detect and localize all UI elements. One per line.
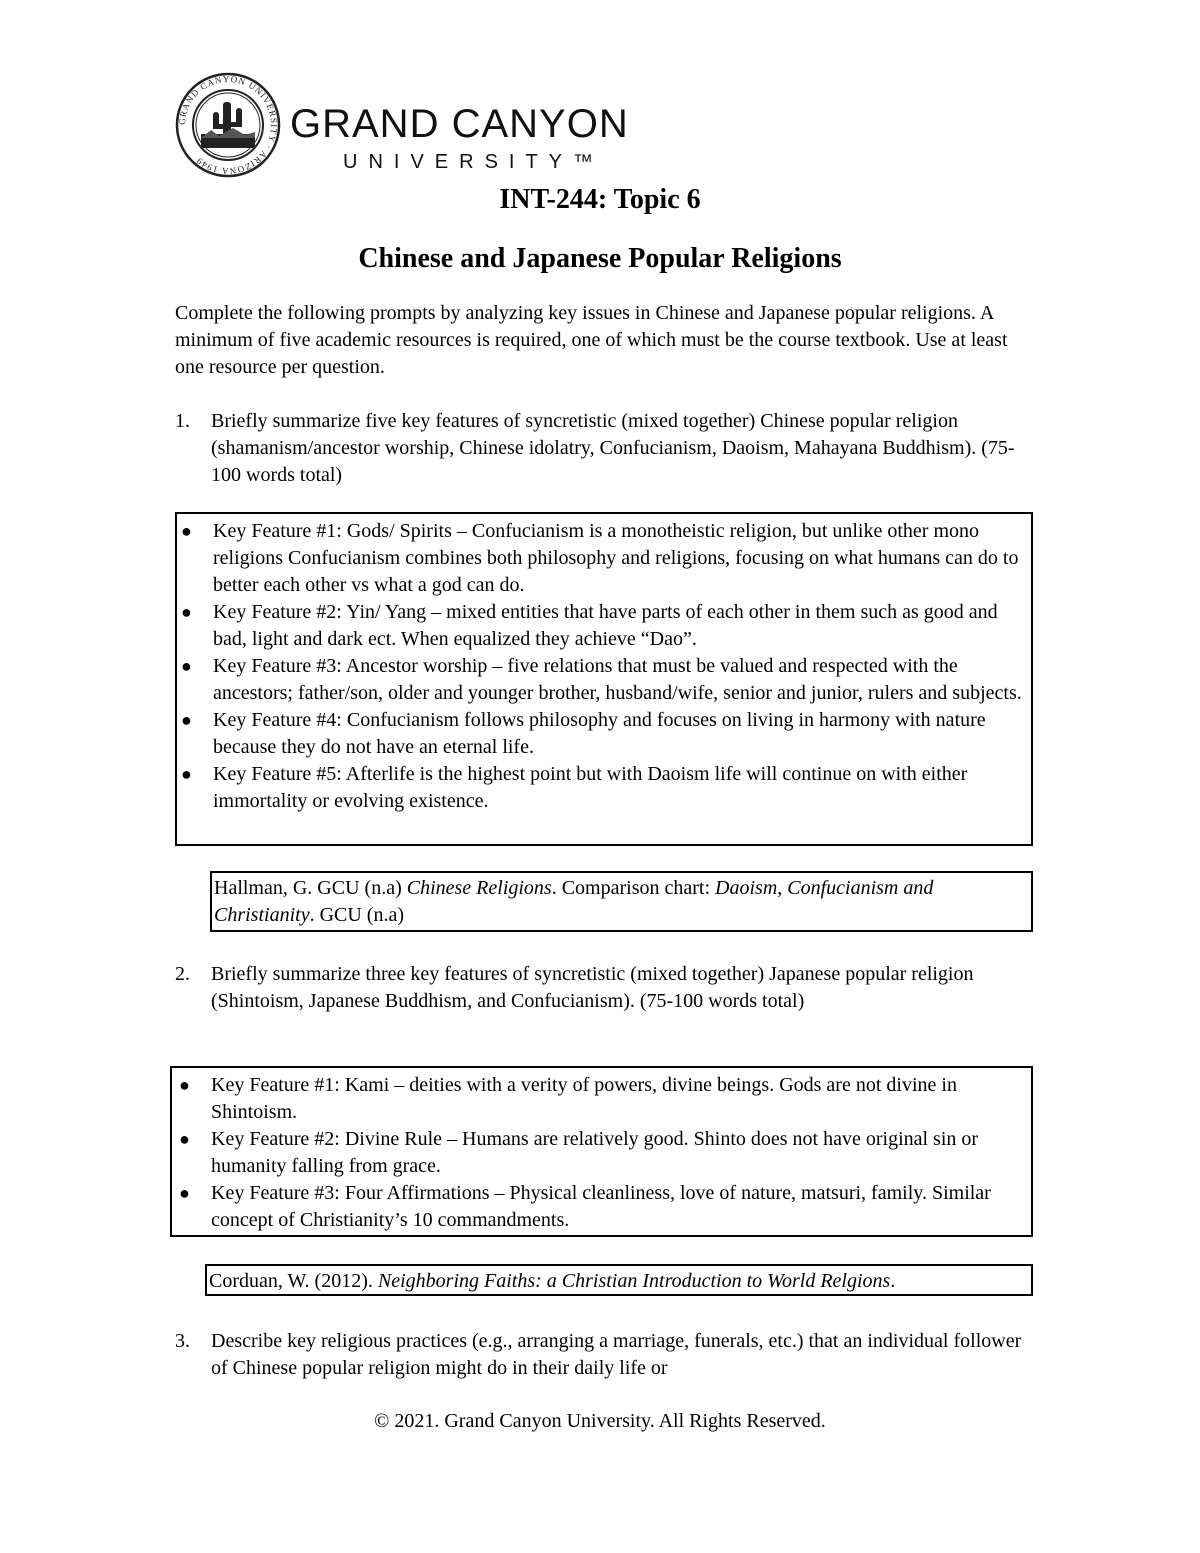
list-item: ● Key Feature #4: Confucianism follows philosophy and focuses on living in harmony with nature because they do not have an eternal life. bbox=[181, 709, 986, 758]
bullet-icon: ● bbox=[181, 710, 192, 730]
bullet-icon: ● bbox=[179, 1075, 190, 1095]
bullet-icon: ● bbox=[181, 656, 192, 676]
answer-box-2 bbox=[170, 1066, 1033, 1237]
question-3 bbox=[175, 1328, 1035, 1382]
bullet-icon: ● bbox=[181, 764, 192, 784]
course-title: INT-244: Topic 6 bbox=[499, 184, 701, 215]
reference-box-1: Hallman, G. GCU (n.a) Chinese Religions. Comparison chart: Daoism, Confucianism and Christianity. GCU (n.a) bbox=[210, 871, 1033, 932]
question-number: 1. bbox=[175, 410, 190, 432]
svg-text:GRAND CANYON UNIVERSITY · ARIZ: GRAND CANYON UNIVERSITY · ARIZONA 1949 bbox=[176, 73, 280, 177]
reference-box-2: Corduan, W. (2012). Neighboring Faiths: a Christian Introduction to World Relgions. bbox=[205, 1264, 1033, 1296]
question-number: 3. bbox=[175, 1330, 190, 1352]
bullet-icon: ● bbox=[179, 1183, 190, 1203]
question-1 bbox=[175, 408, 1035, 489]
bullet-icon: ● bbox=[181, 602, 192, 622]
question-text: Briefly summarize five key features of syncretistic (mixed together) Chinese popular religion (shamanism/ancestor worship, Chinese idolatry, Confucianism, Daoism, Mahayana Buddhism). (75-100 words total) bbox=[211, 410, 1015, 486]
question-number: 2. bbox=[175, 963, 190, 985]
question-text: Briefly summarize three key features of syncretistic (mixed together) Japanese popular religion (Shintoism, Japanese Buddhism, and Confucianism). (75-100 words total) bbox=[211, 963, 974, 1012]
bullet-icon: ● bbox=[179, 1129, 190, 1149]
list-item: ● Key Feature #5: Afterlife is the highest point but with Daoism life will continue on with either immortality or evolving existence. bbox=[181, 763, 968, 812]
answer-box-1 bbox=[175, 512, 1033, 846]
bullet-icon: ● bbox=[181, 521, 192, 541]
list-item: ● Key Feature #1: Kami – deities with a verity of powers, divine beings. Gods are not divine in Shintoism. bbox=[179, 1074, 957, 1123]
list-item: ● Key Feature #3: Four Affirmations – Physical cleanliness, love of nature, matsuri, family. Similar concept of Christianity’s 10 commandments. bbox=[179, 1182, 991, 1231]
page-title: Chinese and Japanese Popular Religions bbox=[358, 243, 842, 274]
list-item: ● Key Feature #2: Yin/ Yang – mixed entities that have parts of each other in them such as good and bad, light and dark ect. When equalized they achieve “Dao”. bbox=[181, 601, 998, 650]
logo-subtitle: UNIVERSITY™ bbox=[343, 151, 605, 173]
logo-wordmark: GRAND CANYON bbox=[290, 102, 629, 146]
question-text: Describe key religious practices (e.g., arranging a marriage, funerals, etc.) that an individual follower of Chinese popular religion might do in their daily life or bbox=[211, 1330, 1022, 1379]
list-item: ● Key Feature #2: Divine Rule – Humans are relatively good. Shinto does not have original sin or humanity falling from grace. bbox=[179, 1128, 979, 1177]
question-2 bbox=[175, 961, 1035, 1015]
list-item: ● Key Feature #3: Ancestor worship – five relations that must be valued and respected with the ancestors; father/son, older and younger brother, husband/wife, senior and junior, rulers and subjects. bbox=[181, 655, 1022, 704]
list-item: ● Key Feature #1: Gods/ Spirits – Confucianism is a monotheistic religion, but unlike other mono religions Confucianism combines both philosophy and religions, focusing on what humans can do to better each other vs what a god can do. bbox=[181, 520, 1019, 596]
copyright-footer: © 2021. Grand Canyon University. All Rights Reserved. bbox=[374, 1410, 826, 1432]
intro-paragraph: Complete the following prompts by analyzing key issues in Chinese and Japanese popular religions. A minimum of five academic resources is required, one of which must be the course textbook. Use at least one resource per question. bbox=[175, 302, 1008, 378]
university-seal-logo bbox=[175, 72, 281, 178]
